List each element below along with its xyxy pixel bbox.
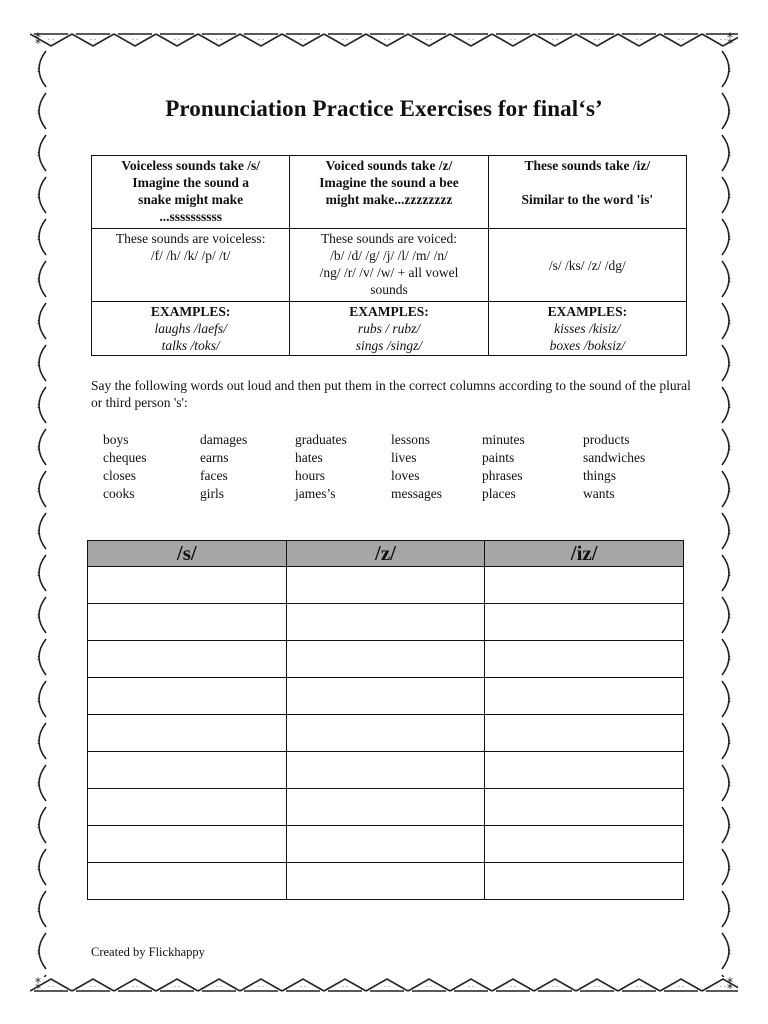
word-bank-word: hates xyxy=(295,450,323,465)
answer-cell[interactable] xyxy=(286,641,485,678)
answer-cell[interactable] xyxy=(286,752,485,789)
rules-sounds-cell xyxy=(488,229,686,302)
instructions-text: Say the following words out loud and then put them in the correct columns according to the sound of the plural or third person 's': xyxy=(91,378,691,410)
svg-text:· ·: · · xyxy=(509,983,517,991)
rule-header-line: Imagine the sound a xyxy=(132,175,249,190)
svg-text::: : xyxy=(36,611,40,620)
answer-cell[interactable] xyxy=(485,604,684,641)
svg-text::: : xyxy=(36,863,40,872)
svg-text::: : xyxy=(728,527,732,536)
svg-text:· ·: · · xyxy=(299,983,307,991)
svg-text::: : xyxy=(36,695,40,704)
answer-cell[interactable] xyxy=(88,604,287,641)
answer-cell[interactable] xyxy=(286,678,485,715)
rules-examples-row xyxy=(92,302,687,356)
word-bank-word: boys xyxy=(103,432,129,447)
svg-text:· ·: · · xyxy=(593,36,601,44)
word-bank-word: loves xyxy=(391,468,420,483)
svg-text::: : xyxy=(728,359,732,368)
svg-text::: : xyxy=(36,821,40,830)
rule-header-line: Similar to the word 'is' xyxy=(521,192,654,207)
svg-text:· ·: · · xyxy=(677,983,685,991)
svg-text::: : xyxy=(36,359,40,368)
answer-cell[interactable] xyxy=(286,826,485,863)
border-pattern xyxy=(30,30,738,50)
rule-sounds-line: /s/ /ks/ /z/ /dg/ xyxy=(548,257,626,273)
svg-text::: : xyxy=(728,275,732,284)
answer-cell[interactable] xyxy=(88,826,287,863)
word-bank-word: messages xyxy=(391,486,442,501)
rules-sounds-row xyxy=(92,229,687,302)
rule-sounds-line: /b/ /d/ /g/ /j/ /l/ /m/ /n/ xyxy=(330,248,448,263)
svg-text::: : xyxy=(36,65,40,74)
answer-cell[interactable] xyxy=(88,641,287,678)
svg-text:· ·: · · xyxy=(383,983,391,991)
svg-text::: : xyxy=(36,485,40,494)
word-bank-column xyxy=(103,431,146,503)
answer-table-body xyxy=(88,567,684,900)
word-bank-word: james’s xyxy=(295,486,336,501)
svg-text:· ·: · · xyxy=(551,983,559,991)
rules-examples-cell xyxy=(290,302,488,356)
svg-text:· ·: · · xyxy=(383,36,391,44)
word-bank-column xyxy=(482,431,525,503)
answer-cell[interactable] xyxy=(286,789,485,826)
word-bank-word: closes xyxy=(103,468,136,483)
svg-text::: : xyxy=(728,149,732,158)
rules-sounds-cell xyxy=(92,229,290,302)
answer-column-header: /iz/ xyxy=(485,541,684,567)
rules-sounds-cell xyxy=(290,229,488,302)
answer-cell[interactable] xyxy=(88,752,287,789)
word-bank-column xyxy=(295,431,347,503)
answer-header-row xyxy=(88,541,684,567)
svg-text::: : xyxy=(728,65,732,74)
svg-text:· ·: · · xyxy=(299,36,307,44)
rules-header-cell xyxy=(488,156,686,229)
svg-text::: : xyxy=(728,191,732,200)
answer-cell[interactable] xyxy=(485,641,684,678)
answer-row xyxy=(88,678,684,715)
svg-text::: : xyxy=(36,779,40,788)
word-bank-word: girls xyxy=(200,486,225,501)
rules-header-cell xyxy=(290,156,488,229)
rule-header-line xyxy=(493,174,682,191)
rule-sounds-line: sounds xyxy=(370,282,408,297)
svg-text::: : xyxy=(36,233,40,242)
svg-text:· ·: · · xyxy=(425,983,433,991)
word-bank-word: hours xyxy=(295,468,325,483)
answer-cell[interactable] xyxy=(485,789,684,826)
svg-text::: : xyxy=(36,527,40,536)
footer-credit: Created by Flickhappy xyxy=(91,945,205,959)
answer-cell[interactable] xyxy=(88,567,287,604)
border-pattern xyxy=(718,48,740,977)
example-word: rubs / rubz/ xyxy=(357,321,421,336)
word-bank-word: sandwiches xyxy=(583,450,646,465)
example-word: boxes /boksiz/ xyxy=(549,338,626,353)
answer-table xyxy=(87,540,684,900)
word-bank-column xyxy=(200,431,247,503)
svg-text::: : xyxy=(728,695,732,704)
svg-text:· ·: · · xyxy=(131,36,139,44)
svg-text::: : xyxy=(36,149,40,158)
word-bank-word: products xyxy=(583,432,630,447)
svg-text:· ·: · · xyxy=(173,36,181,44)
rule-sounds-line: These sounds are voiced: xyxy=(320,231,458,246)
svg-text:· ·: · · xyxy=(467,36,475,44)
border-pattern xyxy=(28,48,50,977)
answer-cell[interactable] xyxy=(88,789,287,826)
svg-text::: : xyxy=(36,275,40,284)
svg-text::: : xyxy=(36,947,40,956)
rule-header-line: ...ssssssssss xyxy=(159,209,222,224)
rule-header-line: snake might make xyxy=(138,192,244,207)
answer-cell[interactable] xyxy=(286,863,485,900)
corner-ornament-icon: ⁑ xyxy=(35,33,41,47)
example-word: laughs /laefs/ xyxy=(154,321,227,336)
svg-text:· ·: · · xyxy=(341,36,349,44)
svg-text::: : xyxy=(728,821,732,830)
rule-header-line: These sounds take /iz/ xyxy=(524,158,651,173)
svg-text:· ·: · · xyxy=(257,36,265,44)
svg-text::: : xyxy=(728,569,732,578)
svg-text:· ·: · · xyxy=(47,983,55,991)
svg-text::: : xyxy=(728,233,732,242)
example-word: sings /singz/ xyxy=(355,338,423,353)
svg-text:· ·: · · xyxy=(215,36,223,44)
answer-cell[interactable] xyxy=(88,863,287,900)
svg-text::: : xyxy=(728,737,732,746)
examples-label: EXAMPLES: xyxy=(349,304,429,319)
svg-text:· ·: · · xyxy=(719,36,727,44)
svg-text:· ·: · · xyxy=(677,36,685,44)
answer-column-header: /s/ xyxy=(88,541,287,567)
rule-sounds-line: /f/ /h/ /k/ /p/ /t/ xyxy=(150,248,231,263)
word-bank-word: lives xyxy=(391,450,417,465)
svg-text:· ·: · · xyxy=(635,983,643,991)
answer-row xyxy=(88,715,684,752)
answer-row xyxy=(88,789,684,826)
page-title: Pronunciation Practice Exercises for final‘s’ xyxy=(165,96,603,121)
svg-text::: : xyxy=(728,947,732,956)
svg-text:· ·: · · xyxy=(719,983,727,991)
svg-text:· ·: · · xyxy=(257,983,265,991)
svg-text:· ·: · · xyxy=(47,36,55,44)
border-right xyxy=(718,48,740,977)
svg-text::: : xyxy=(728,863,732,872)
answer-cell[interactable] xyxy=(286,715,485,752)
svg-text::: : xyxy=(36,653,40,662)
answer-row xyxy=(88,604,684,641)
word-bank-column xyxy=(391,431,442,503)
answer-cell[interactable] xyxy=(485,715,684,752)
word-bank-word: wants xyxy=(583,486,615,501)
word-bank-word: graduates xyxy=(295,432,347,447)
svg-text::: : xyxy=(728,905,732,914)
rule-header-line: Voiced sounds take /z/ xyxy=(325,158,453,173)
answer-row xyxy=(88,567,684,604)
svg-text:· ·: · · xyxy=(89,983,97,991)
svg-text::: : xyxy=(36,317,40,326)
svg-text:· ·: · · xyxy=(635,36,643,44)
svg-text::: : xyxy=(36,569,40,578)
rule-sounds-line: These sounds are voiceless: xyxy=(115,231,266,246)
border-bottom xyxy=(30,975,738,995)
svg-text:· ·: · · xyxy=(131,983,139,991)
word-bank-word: cooks xyxy=(103,486,135,501)
rules-examples-cell xyxy=(488,302,686,356)
rules-header-row xyxy=(92,156,687,229)
answer-row xyxy=(88,826,684,863)
corner-ornament-icon: ⁑ xyxy=(35,978,41,992)
answer-row xyxy=(88,863,684,900)
answer-cell[interactable] xyxy=(485,752,684,789)
svg-text::: : xyxy=(36,401,40,410)
svg-text::: : xyxy=(728,107,732,116)
svg-text:· ·: · · xyxy=(89,36,97,44)
svg-text::: : xyxy=(36,737,40,746)
svg-text::: : xyxy=(728,779,732,788)
corner-ornament-icon: ⁑ xyxy=(727,978,733,992)
svg-text:· ·: · · xyxy=(173,983,181,991)
answer-cell[interactable] xyxy=(286,567,485,604)
example-word: kisses /kisiz/ xyxy=(554,321,621,336)
word-bank-word: places xyxy=(482,486,516,501)
border-left xyxy=(28,48,50,977)
svg-text::: : xyxy=(728,317,732,326)
border-top xyxy=(30,30,738,50)
word-bank-word: earns xyxy=(200,450,229,465)
svg-text::: : xyxy=(728,401,732,410)
svg-text::: : xyxy=(728,485,732,494)
word-bank-word: cheques xyxy=(103,450,147,465)
rules-examples-cell xyxy=(92,302,290,356)
word-bank-word: lessons xyxy=(391,432,431,447)
word-bank-word: minutes xyxy=(482,432,525,447)
rule-sounds-line: /ng/ /r/ /v/ /w/ + all vowel xyxy=(319,265,459,280)
answer-row xyxy=(88,641,684,678)
answer-cell[interactable] xyxy=(286,604,485,641)
word-bank-word: damages xyxy=(200,432,248,447)
svg-text::: : xyxy=(36,191,40,200)
examples-label: EXAMPLES: xyxy=(150,304,231,319)
svg-text:· ·: · · xyxy=(341,983,349,991)
svg-text::: : xyxy=(728,653,732,662)
svg-text:· ·: · · xyxy=(593,983,601,991)
rule-header-line: might make...zzzzzzzz xyxy=(325,192,453,207)
svg-text:· ·: · · xyxy=(467,983,475,991)
svg-text::: : xyxy=(36,443,40,452)
rules-header-cell xyxy=(92,156,290,229)
svg-text:· ·: · · xyxy=(551,36,559,44)
border-pattern xyxy=(30,975,738,995)
svg-text::: : xyxy=(728,443,732,452)
rules-table xyxy=(91,155,687,356)
answer-cell[interactable] xyxy=(485,567,684,604)
svg-text::: : xyxy=(728,611,732,620)
word-bank-word: faces xyxy=(200,468,228,483)
answer-cell[interactable] xyxy=(485,678,684,715)
svg-text:· ·: · · xyxy=(509,36,517,44)
answer-cell[interactable] xyxy=(485,863,684,900)
svg-text:· ·: · · xyxy=(425,36,433,44)
examples-label: EXAMPLES: xyxy=(547,304,628,319)
answer-cell[interactable] xyxy=(485,826,684,863)
rule-header-line: Imagine the sound a bee xyxy=(319,175,459,190)
word-bank-word: paints xyxy=(482,450,515,465)
corner-ornament-icon: ⁑ xyxy=(727,33,733,47)
example-word: talks /toks/ xyxy=(161,338,220,353)
word-bank-column xyxy=(583,431,645,503)
svg-text::: : xyxy=(36,905,40,914)
rule-header-line: Voiceless sounds take /s/ xyxy=(121,158,260,173)
svg-text:· ·: · · xyxy=(215,983,223,991)
word-bank-word: phrases xyxy=(482,468,523,483)
answer-row xyxy=(88,752,684,789)
answer-cell[interactable] xyxy=(88,715,287,752)
answer-cell[interactable] xyxy=(88,678,287,715)
word-bank-word: things xyxy=(583,468,617,483)
svg-text::: : xyxy=(36,107,40,116)
answer-column-header: /z/ xyxy=(286,541,485,567)
